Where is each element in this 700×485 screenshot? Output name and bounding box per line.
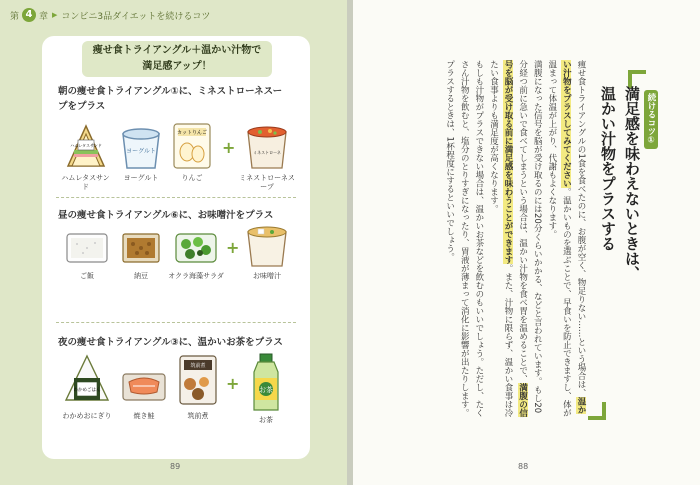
chapter-header <box>10 8 210 22</box>
food-natto <box>116 226 166 281</box>
caption-ham-sandwich: ハムレタスサンド <box>61 174 110 191</box>
sandwich-label: ハムレタスサンド <box>69 143 102 148</box>
caption-okra-salad: オクラ海藻サラダ <box>168 272 224 280</box>
food-wakame-onigiri <box>58 352 116 421</box>
caption-natto: 納豆 <box>134 272 148 280</box>
triangle-icon: ▶ <box>52 11 58 19</box>
chapter-number: 4 <box>22 8 36 22</box>
bracket-decoration <box>588 402 606 420</box>
paragraph-1b: 。温かいものを選ぶことで、早食いを防止できますし、体が温まって体温が上がり、代謝もよくなります。 <box>546 60 572 417</box>
soup-cup-icon <box>244 120 290 172</box>
paragraph-3: もしも汁物がプラスできない場合は、温かいお茶などを飲むのもいいでしょう。ただし、たくさん汁物を飲むと、塩分のとりすぎになったり、胃液が薄まって消化に影響が出たりします。プラスするときは、1杯程度にするといいでしょう。 <box>444 60 484 417</box>
section-lunch-heading: 昼の痩せ食トライアングル⑥に、お味噌汁をプラス <box>58 210 274 221</box>
chapter-prefix: 第 <box>10 11 20 22</box>
paragraph-2b: 。また、汁物に限らず、温かい食事は冷たい食事よりも満足度が高くなります。 <box>488 60 514 417</box>
page-heading <box>596 86 644 386</box>
highlight-1: 温かい汁物をプラスしてみてください <box>561 60 586 414</box>
salad-icon <box>172 226 220 270</box>
caption-minestrone: ミネストローネスープ <box>239 174 295 191</box>
food-grilled-salmon <box>118 360 170 421</box>
section-breakfast-line2: プをプラス <box>58 101 106 112</box>
caption-chikuzenni: 筑前煮 <box>187 412 209 420</box>
sandwich-icon <box>62 120 110 172</box>
body-text <box>408 60 588 420</box>
section-dinner-heading: 夜の痩せ食トライアングル③に、温かいお茶をプラス <box>58 337 283 348</box>
section-breakfast-heading <box>58 84 282 114</box>
caption-apple: りんご <box>181 174 203 182</box>
food-ham-sandwich <box>58 120 113 192</box>
highlight-2: 満腹の信号を脳が受け取る前に満足感を味わうことができます <box>503 60 528 417</box>
caption-rice: ご飯 <box>80 272 94 280</box>
chapter-title: コンビニ3品ダイエットを続けるコツ <box>61 11 211 22</box>
plus-icon: + <box>222 138 236 157</box>
chikuzenni-label: 筑前煮 <box>190 363 206 369</box>
food-okra-salad <box>168 226 224 281</box>
plus-icon: + <box>226 238 240 257</box>
food-minestrone <box>238 120 296 192</box>
miso-soup-icon <box>244 222 290 270</box>
paragraph-2a: 満腹になった信号を脳が受け取るのには20分くらいかかる、などと言われています。もし20分経つ前に急いで食べてしまうという場合は、温かい汁物を食べ胃を温めることで、 <box>517 60 543 414</box>
apple-icon <box>170 120 214 172</box>
page-heading-line2: 温かい汁物をプラスする <box>599 86 617 251</box>
tip-label: 続けるコツ① <box>644 90 658 149</box>
natto-icon <box>117 226 165 270</box>
food-miso-soup <box>240 222 294 281</box>
onigiri-label: わかめごはん <box>73 388 101 393</box>
card-title-line2: 満足感アップ！ <box>142 61 212 72</box>
plus-icon: + <box>226 374 240 393</box>
food-tea <box>244 352 288 425</box>
chikuzenni-icon <box>174 352 222 410</box>
food-yogurt <box>115 120 167 183</box>
tea-label: お茶 <box>259 386 273 394</box>
yogurt-icon <box>117 120 165 172</box>
caption-tea: お茶 <box>259 416 273 424</box>
book-gutter <box>347 0 353 485</box>
section-breakfast-line1: 朝の痩せ食トライアングル①に、ミネストローネスー <box>58 86 283 97</box>
card-title <box>82 41 272 77</box>
chapter-suffix: 章 <box>39 11 49 22</box>
food-apple <box>168 120 216 183</box>
food-rice <box>62 226 112 281</box>
page-number-right: 88 <box>518 462 529 471</box>
caption-miso-soup: お味噌汁 <box>253 272 281 280</box>
caption-grilled-salmon: 焼き鮭 <box>133 412 155 420</box>
tea-bottle-icon <box>248 352 284 414</box>
salmon-icon <box>119 360 169 410</box>
yogurt-label: ヨーグルト <box>126 148 156 155</box>
soup-label: ミネストローネ <box>253 150 281 155</box>
card-title-line1: 痩せ食トライアングル＋温かい汁物で <box>92 45 262 56</box>
paragraph-1a: 痩せ食トライアングルの1食を食べたのに、お腹が空く、物足りない……という場合は、 <box>576 60 586 397</box>
onigiri-icon <box>62 352 112 410</box>
caption-wakame-onigiri: わかめおにぎり <box>62 412 112 420</box>
caption-yogurt: ヨーグルト <box>123 174 159 182</box>
divider <box>56 322 296 323</box>
page-number-left: 89 <box>170 462 181 471</box>
page-heading-line1: 満足感を味わえないときは、 <box>623 86 641 281</box>
apple-label: カットりんご <box>177 130 207 136</box>
food-chikuzenni <box>172 352 224 421</box>
rice-icon <box>63 226 111 270</box>
divider <box>56 197 296 198</box>
